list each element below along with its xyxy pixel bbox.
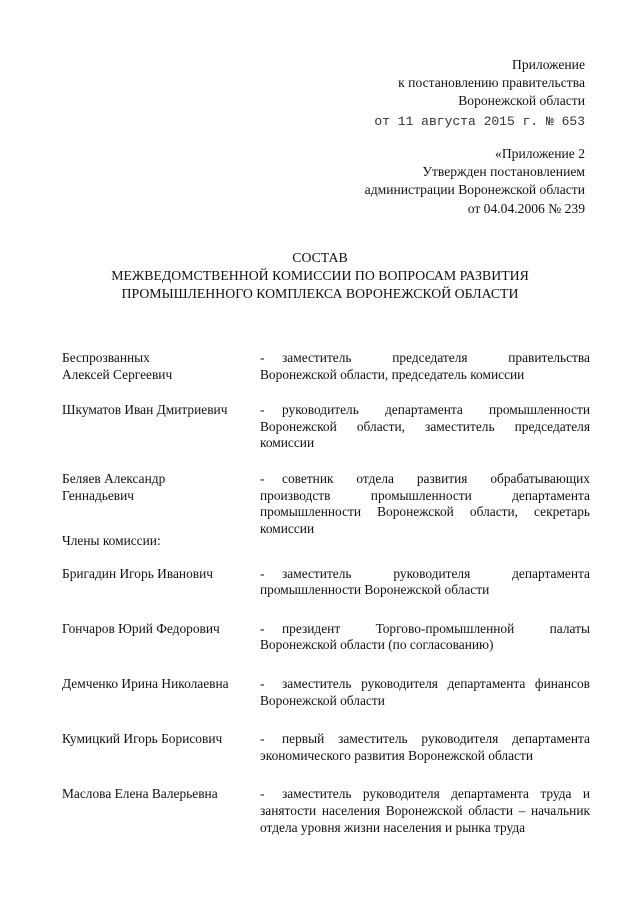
member-role	[260, 471, 590, 537]
member-role-text: заместитель руководителя департамента финансов Воронежской области	[260, 675, 590, 708]
member-role-text: заместитель председателя правительства Воронежской области, председатель комиссии	[260, 350, 590, 382]
member-role	[260, 676, 590, 709]
member-name: Беляев Александр Геннадьевич	[62, 470, 166, 503]
dash-mark: -	[260, 786, 265, 802]
member-row	[62, 676, 590, 709]
dash-mark: -	[260, 402, 265, 418]
member-name: Кумицкий Игорь Борисович	[62, 731, 223, 747]
appendix-block	[374, 56, 585, 131]
member-role-text: заместитель руководителя департамента труда и занятости населения Воронежской области – начальник отдела уровня жизни населения и рынка труда	[260, 786, 590, 835]
member-row	[62, 350, 590, 383]
appendix-title: Приложение	[512, 57, 585, 72]
members-section	[62, 533, 590, 836]
members-label: Члены комиссии:	[62, 533, 161, 548]
appendix2-title: «Приложение 2	[495, 146, 585, 161]
member-name: Гончаров Юрий Федорович	[62, 620, 220, 636]
member-name: Маслова Елена Валерьевна	[62, 786, 218, 802]
member-name: Демченко Ирина Николаевна	[62, 675, 229, 691]
member-role	[260, 566, 590, 599]
appendix2-date: от 04.04.2006 № 239	[467, 200, 585, 216]
dash-mark: -	[260, 470, 265, 486]
member-row	[62, 566, 590, 599]
heading-line-1: СОСТАВ	[292, 250, 348, 265]
member-row	[62, 402, 590, 452]
member-name: Беспрозванных Алексей Сергеевич	[62, 350, 173, 382]
dash-mark: -	[260, 350, 265, 365]
heading-line-2: МЕЖВЕДОМСТВЕННОЙ КОМИССИИ ПО ВОПРОСАМ РАЗВИТИЯ	[111, 268, 529, 283]
member-role	[260, 350, 590, 383]
heading-line-3: ПРОМЫШЛЕННОГО КОМПЛЕКСА ВОРОНЕЖСКОЙ ОБЛАСТИ	[121, 286, 519, 301]
appendix2-block	[365, 145, 585, 218]
dash-mark: -	[260, 675, 265, 691]
member-row	[62, 621, 590, 654]
member-row	[62, 786, 590, 836]
member-role-text: советник отдела развития обрабатывающих производств промышленности департамента промышленности Воронежской области, секретарь комиссии	[260, 470, 590, 536]
member-role	[260, 402, 590, 452]
appendix2-approved: Утвержден постановлением	[422, 164, 585, 180]
document-heading	[0, 249, 640, 303]
member-role	[260, 621, 590, 654]
appendix2-administration: администрации Воронежской области	[364, 182, 585, 198]
member-role-text: президент Торгово-промышленной палаты Воронежской области (по согласованию)	[260, 620, 590, 653]
appendix-date: от 11 августа 2015 г. № 653	[374, 113, 585, 129]
dash-mark: -	[260, 565, 265, 581]
member-name: Шкуматов Иван Дмитриевич	[62, 402, 228, 418]
member-row	[62, 471, 590, 537]
leadership-list	[62, 350, 590, 537]
appendix-region: Воронежской области	[458, 93, 585, 109]
dash-mark: -	[260, 620, 265, 636]
member-role	[260, 786, 590, 836]
dash-mark: -	[260, 731, 265, 747]
members-list	[62, 566, 590, 837]
member-role-text: первый заместитель руководителя департамента экономического развития Воронежской области	[260, 731, 590, 763]
member-name: Бригадин Игорь Иванович	[62, 565, 213, 581]
appendix-subtitle: к постановлению правительства	[398, 75, 585, 91]
member-role	[260, 731, 590, 764]
member-row	[62, 731, 590, 764]
member-role-text: руководитель департамента промышленности Воронежской области, заместитель председателя комиссии	[260, 402, 590, 451]
member-role-text: заместитель руководителя департамента промышленности Воронежской области	[260, 565, 590, 598]
